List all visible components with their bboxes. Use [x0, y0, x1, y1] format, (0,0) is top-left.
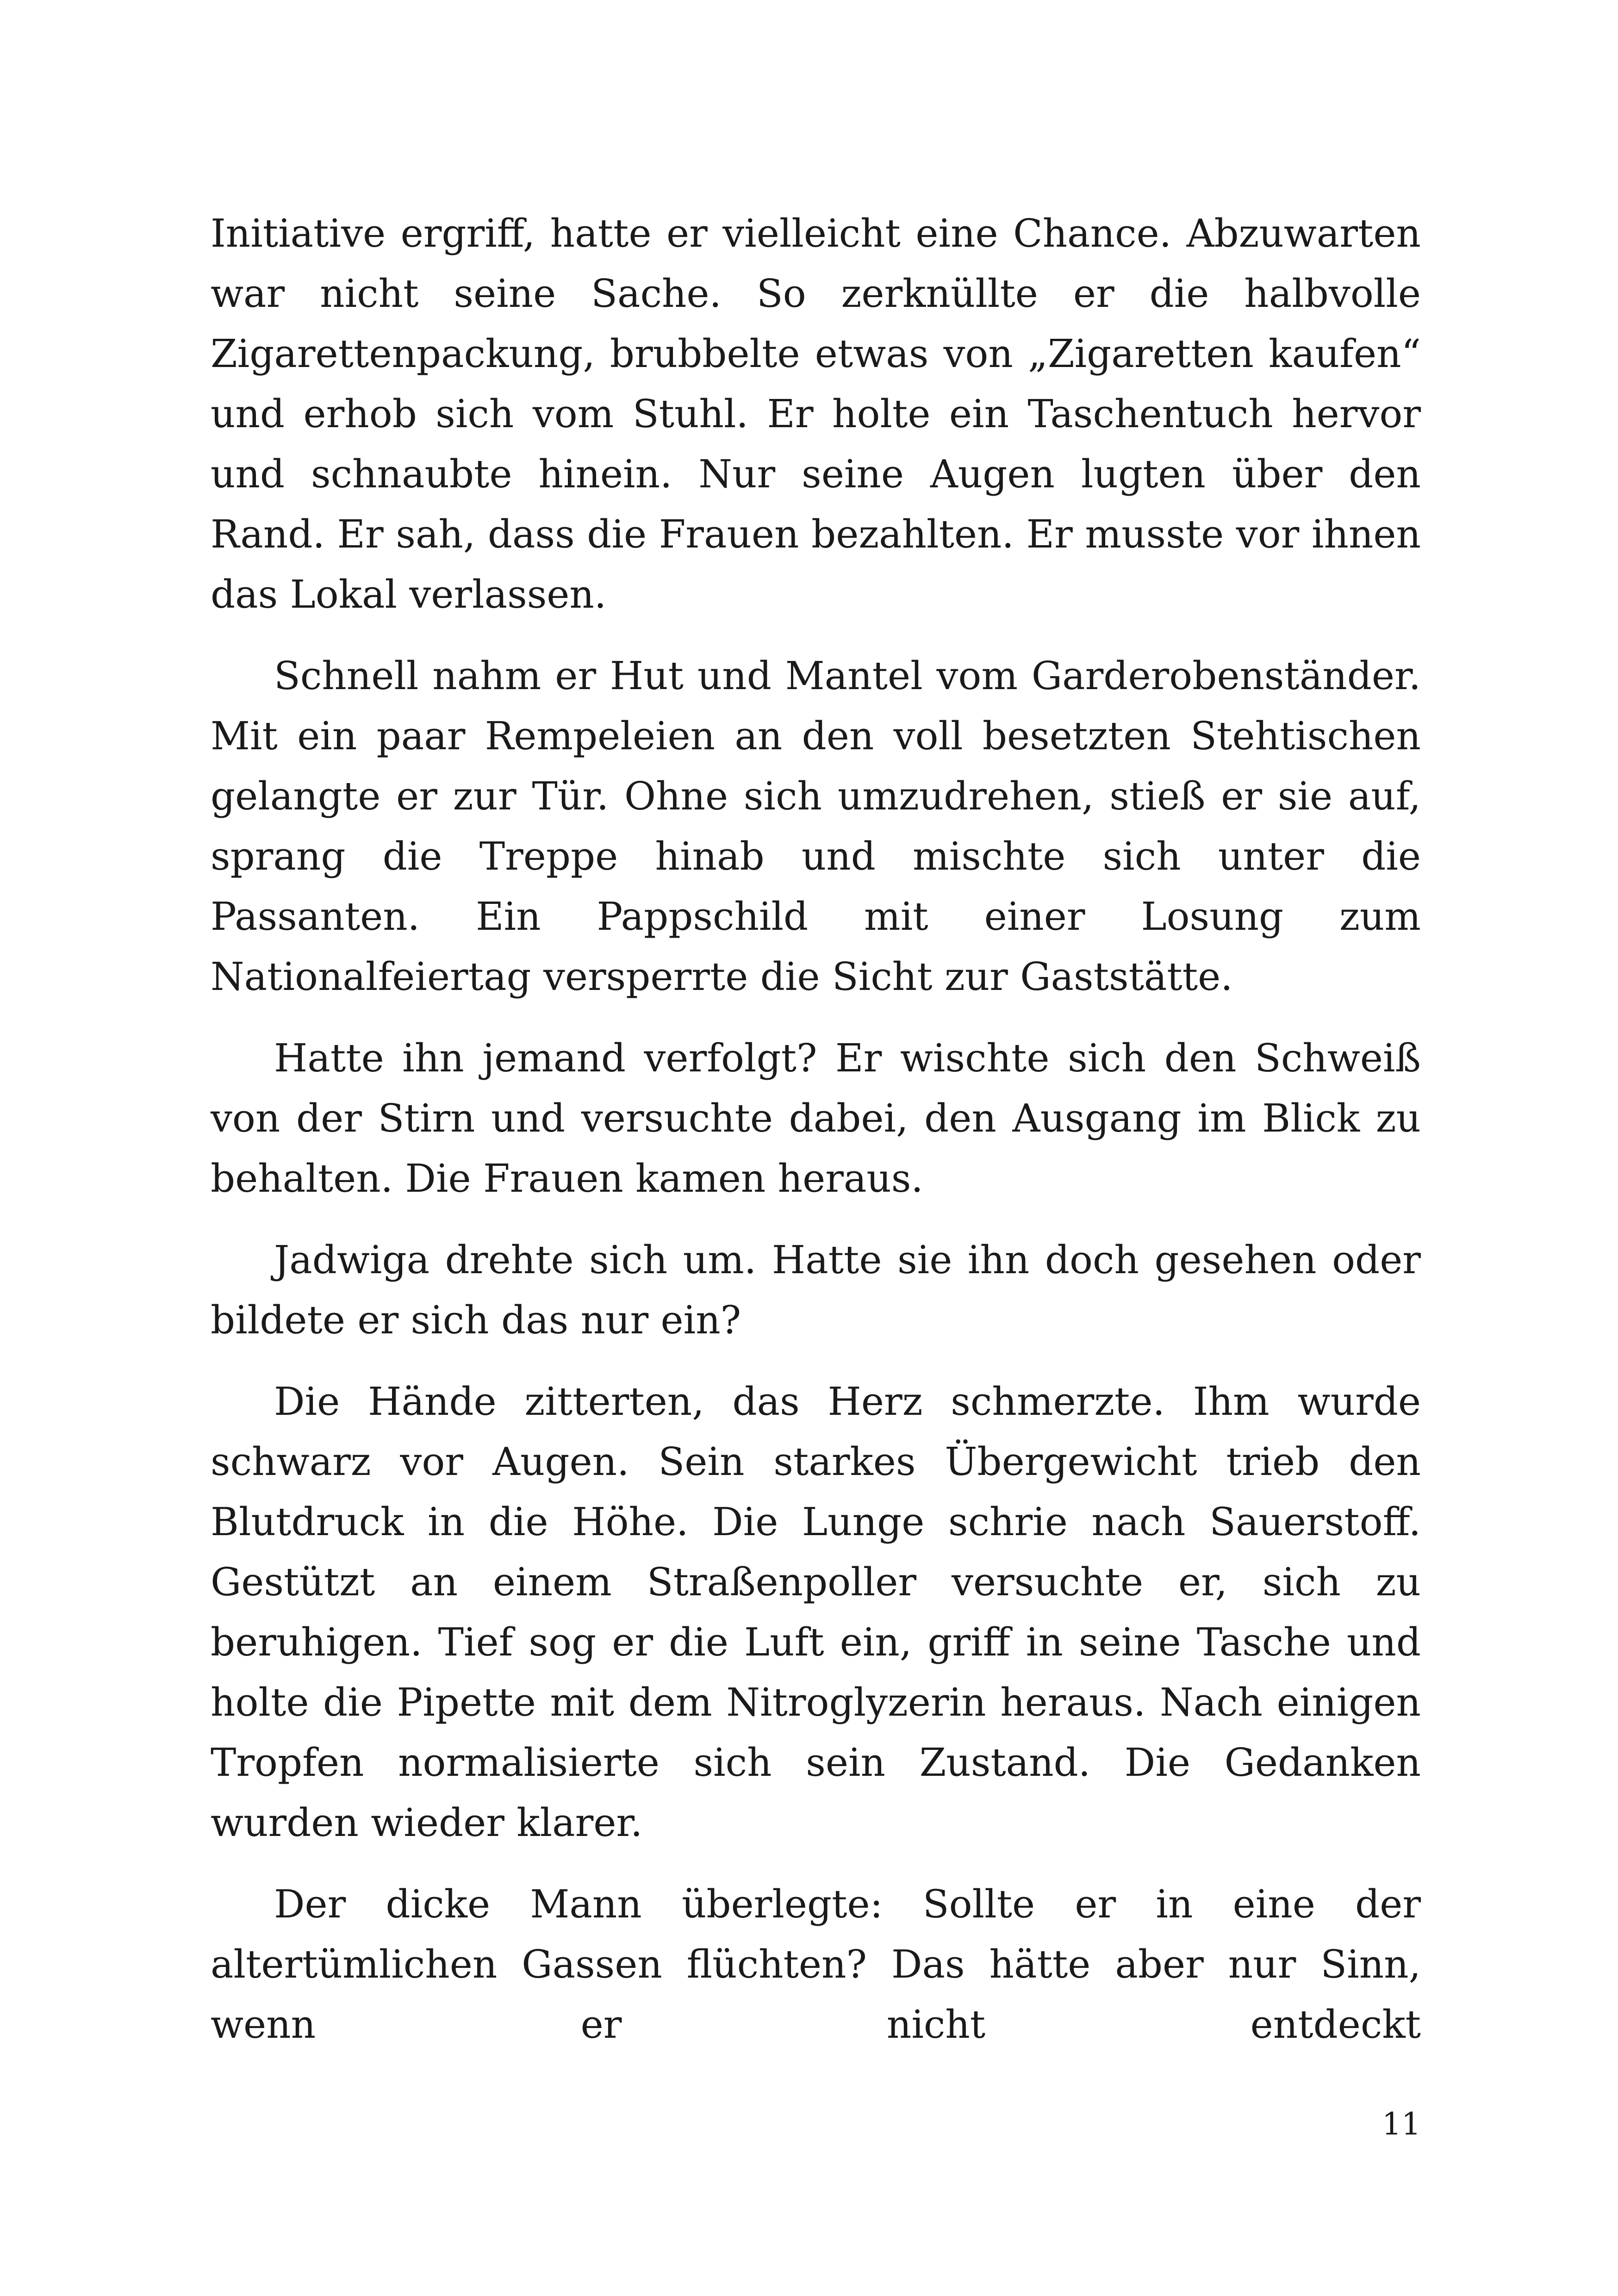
paragraph-2: Schnell nahm er Hut und Mantel vom Garderobenständer. Mit ein paar Rempeleien an den voll besetzten Stehtischen gelangte er zur Tür. Ohne sich umzudrehen, stieß er sie auf, sprang die Treppe hinab und mischte sich unter die Passanten. Ein Pappschild mit einer Losung zum Nationalfeiertag versperrte die Sicht zur Gaststätte. — [211, 653, 1421, 999]
paragraph-4: Jadwiga drehte sich um. Hatte sie ihn doch gesehen oder bildete er sich das nur ein? — [211, 1238, 1421, 1343]
paragraph-6: Der dicke Mann überlegte: Sollte er in eine der altertümlichen Gassen flüchten? Das hätte aber nur Sinn, wenn er nicht entdeckt — [211, 1882, 1421, 2047]
body-text — [211, 204, 1421, 2076]
paragraph-5: Die Hände zitterten, das Herz schmerzte. Ihm wurde schwarz vor Augen. Sein starkes Übergewicht trieb den Blutdruck in die Höhe. Die Lunge schrie nach Sauerstoff. Gestützt an einem Straßenpoller versuchte er, sich zu beruhigen. Tief sog er die Luft ein, griff in seine Tasche und holte die Pipette mit dem Nitroglyzerin heraus. Nach einigen Tropfen normalisierte sich sein Zustand. Die Gedanken wurden wieder klarer. — [211, 1379, 1421, 1845]
paragraph-3: Hatte ihn jemand verfolgt? Er wischte sich den Schweiß von der Stirn und versuchte dabei, den Ausgang im Blick zu behalten. Die Frauen kamen heraus. — [211, 1036, 1421, 1201]
paragraph-1: Initiative ergriff, hatte er vielleicht eine Chance. Abzuwarten war nicht seine Sache. So zerknüllte er die halbvolle Zigarettenpackung, brubbelte etwas von „Zigaretten kaufen“ und erhob sich vom Stuhl. Er holte ein Taschentuch hervor und schnaubte hinein. Nur seine Augen lugten über den Rand. Er sah, dass die Frauen bezahlten. Er musste vor ihnen das Lokal verlassen. — [211, 211, 1421, 617]
page-number: 11 — [1382, 2106, 1421, 2142]
